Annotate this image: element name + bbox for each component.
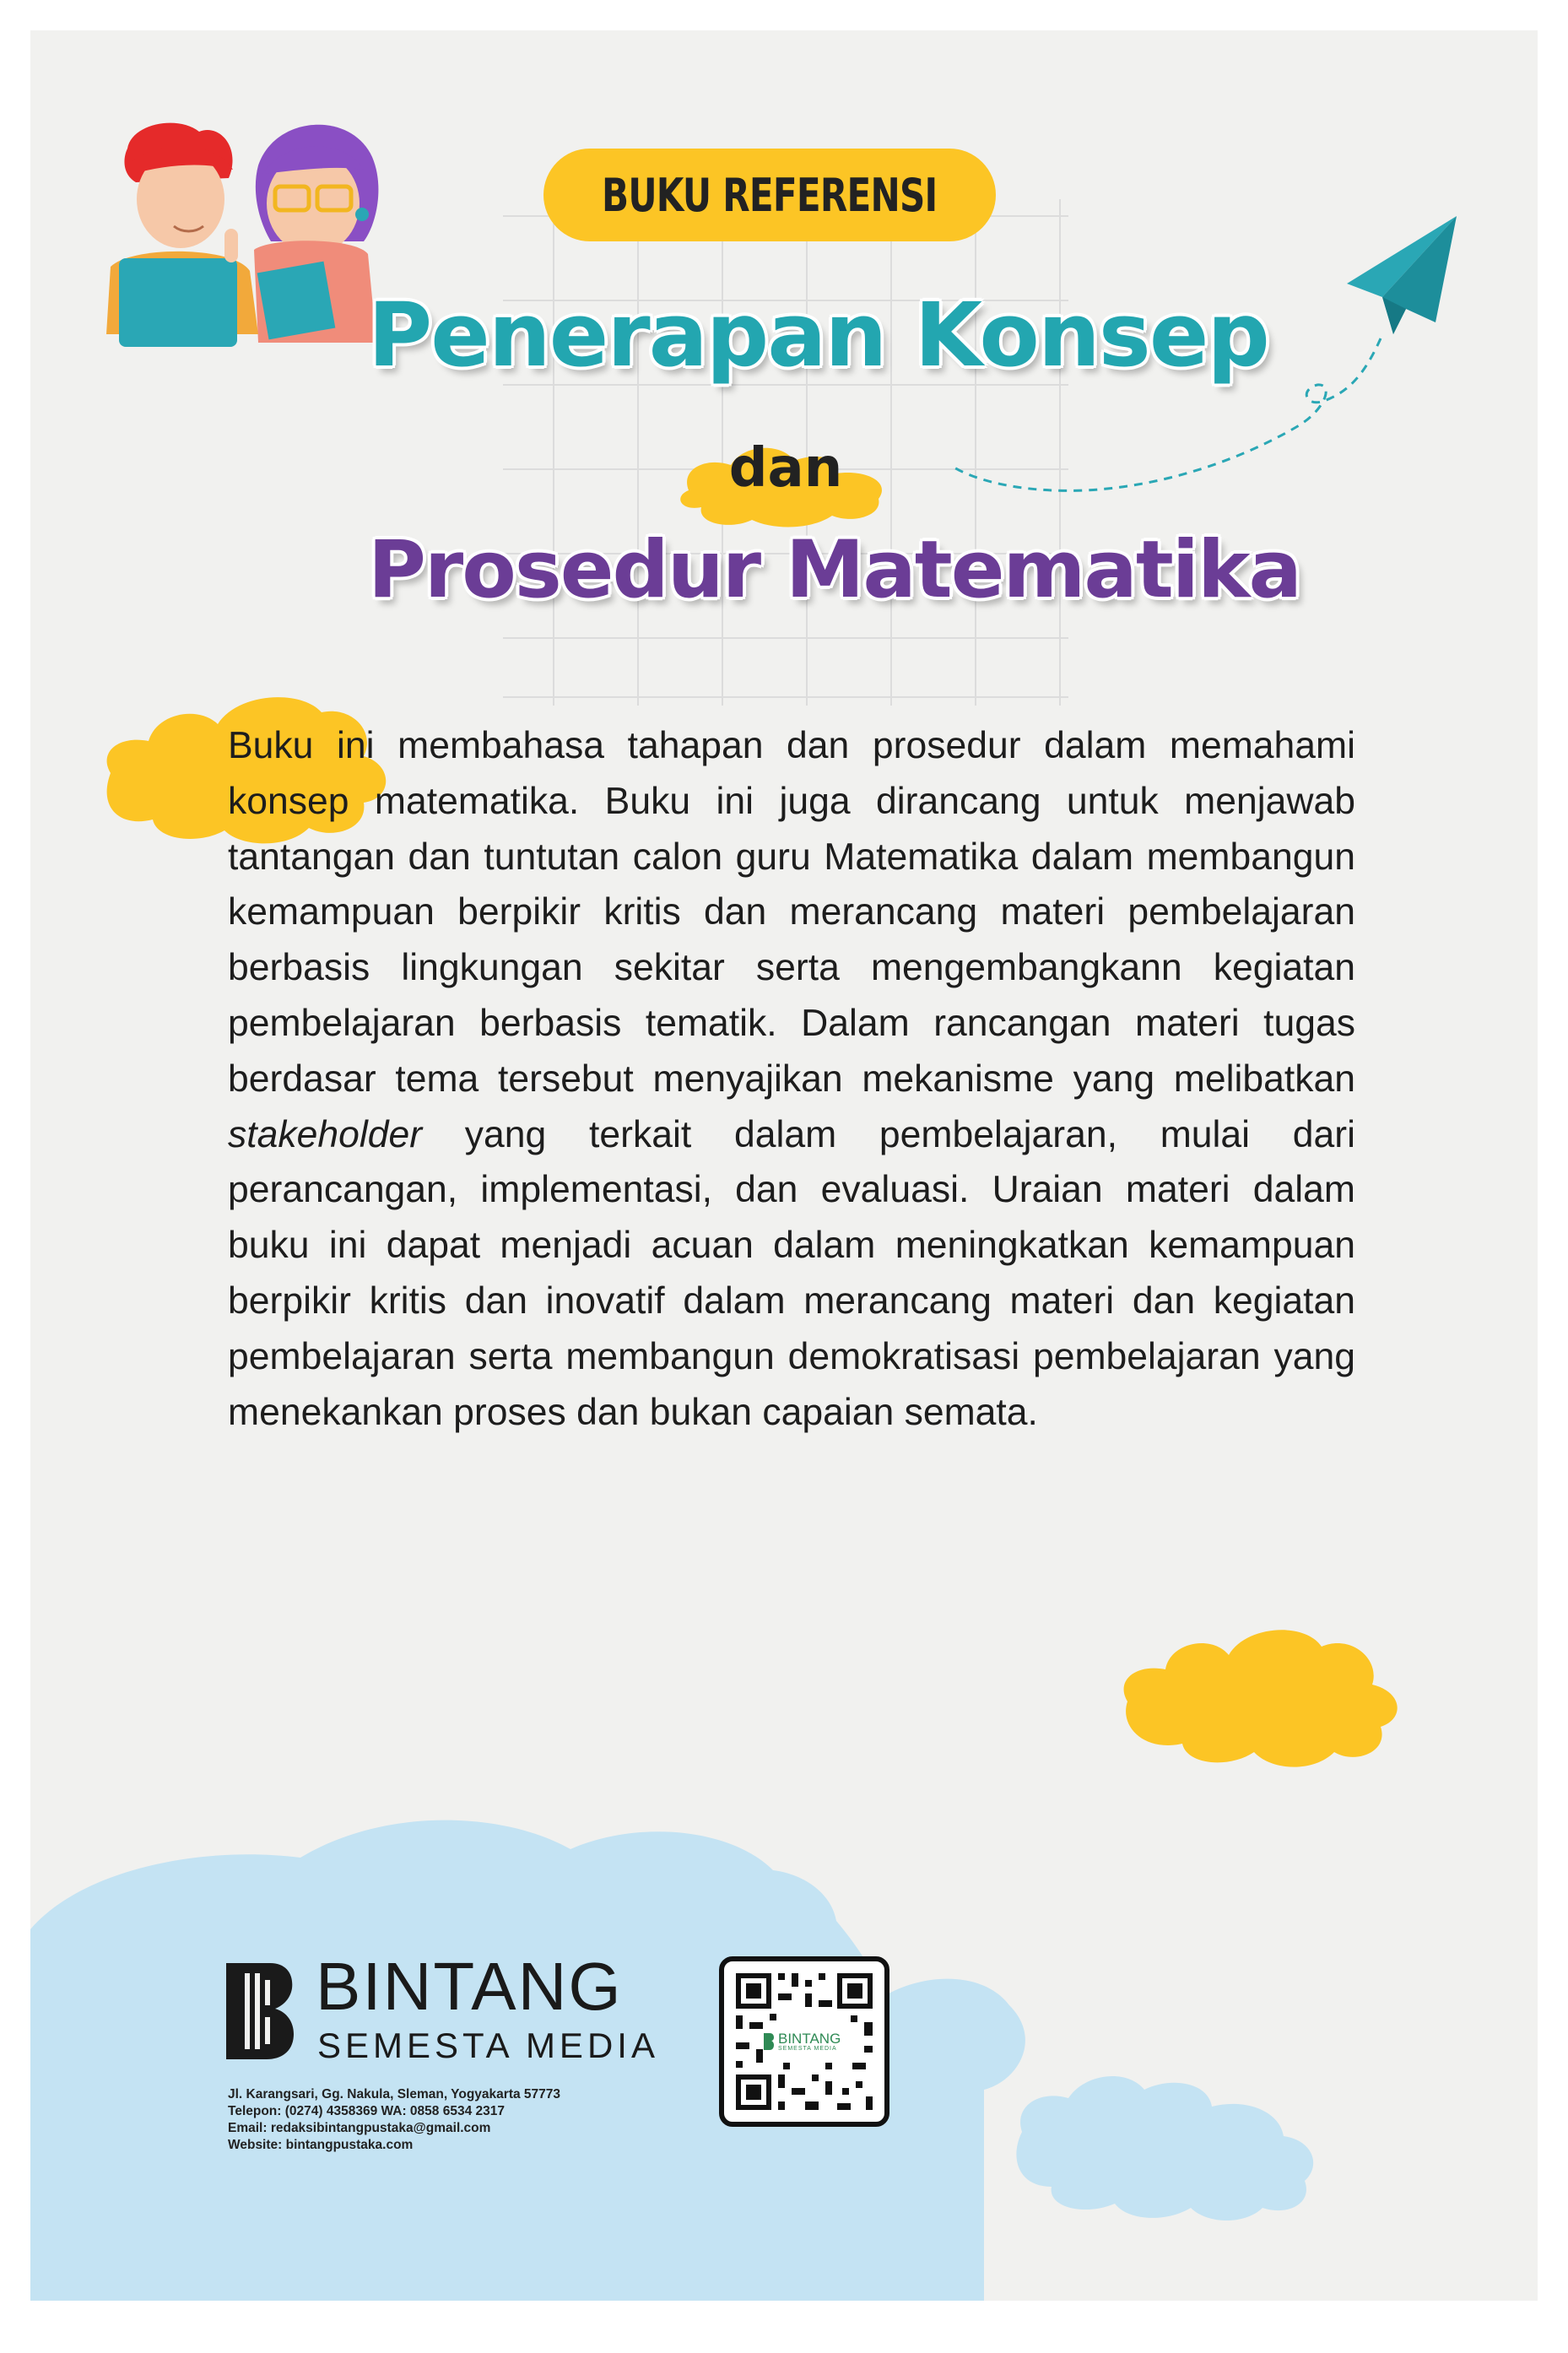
book-title-line1: Penerapan Konsep bbox=[368, 284, 1268, 387]
qr-badge-name: BINTANG bbox=[778, 2031, 841, 2047]
publisher-email: Email: redaksibintangpustaka@gmail.com bbox=[228, 2121, 491, 2135]
book-title-line2: Prosedur Matematika bbox=[368, 524, 1300, 616]
publisher-address: Jl. Karangsari, Gg. Nakula, Sleman, Yogyakarta 57773 bbox=[228, 2087, 561, 2101]
description-italic-term: stakeholder bbox=[228, 1113, 423, 1155]
qr-code[interactable] bbox=[719, 1956, 889, 2127]
description-part2: yang terkait dalam pembelajaran, mulai dari perancangan, implementasi, dan evaluasi. Uraian materi dalam buku ini dapat menjadi acuan dalam meningkatkan kemampuan berpikir kritis dan inovatif dalam merancang materi dan kegiatan pembelajaran serta membangun demokratisasi pembelajaran yang menekankan proses dan bukan capaian semata. bbox=[228, 1113, 1355, 1433]
publisher-name: BINTANG bbox=[316, 1949, 623, 2024]
book-description bbox=[228, 718, 1355, 1440]
qr-center-logo bbox=[763, 2026, 846, 2058]
publisher-website: Website: bintangpustaka.com bbox=[228, 2138, 414, 2152]
badge-buku-referensi bbox=[543, 149, 996, 241]
qr-badge-sub: SEMESTA MEDIA bbox=[778, 2046, 837, 2052]
publisher-subtitle: SEMESTA MEDIA bbox=[317, 2026, 659, 2065]
description-part1: Buku ini membahasa tahapan dan prosedur dalam memahami konsep matematika. Buku ini juga dirancang untuk menjawab tantangan dan tuntutan calon guru Matematika dalam membangun kemampuan berpikir kritis dan merancang materi pembelajaran berbasis lingkungan sekitar serta mengembangkann kegiatan pembelajaran berbasis tematik. Dalam rancangan materi tugas berdasar tema tersebut menyajikan mekanisme yang melibatkan bbox=[228, 725, 1355, 1100]
book-title-connector: dan bbox=[728, 437, 843, 500]
blue-cloud-small bbox=[1016, 2076, 1313, 2220]
qr-logo-icon bbox=[763, 2032, 775, 2051]
cloud-shape-right bbox=[1124, 1630, 1398, 1766]
book-back-cover bbox=[30, 30, 1538, 2301]
students-illustration bbox=[106, 123, 378, 347]
publisher-logo-icon bbox=[226, 1956, 295, 2066]
publisher-phone: Telepon: (0274) 4358369 WA: 0858 6534 2317 bbox=[228, 2104, 505, 2118]
badge-label: BUKU REFERENSI bbox=[602, 168, 938, 222]
publisher-contact bbox=[228, 2086, 560, 2154]
